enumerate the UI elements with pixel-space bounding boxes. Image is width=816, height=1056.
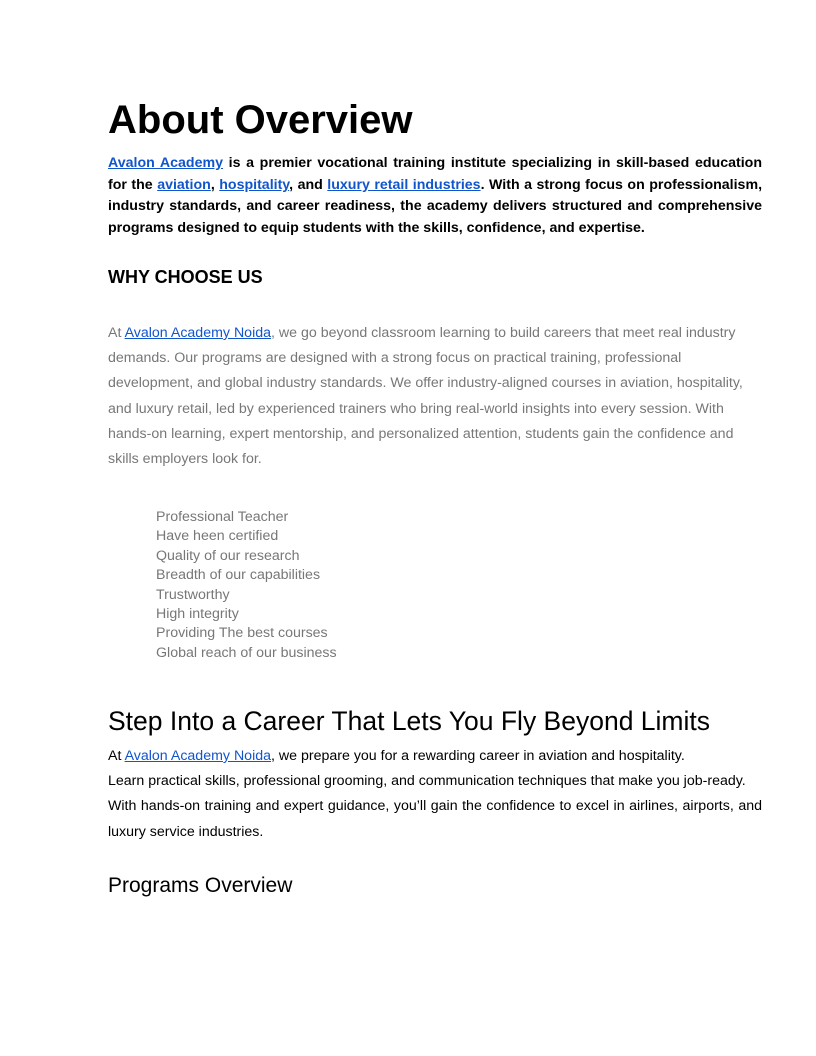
why-choose-us-heading: WHY CHOOSE US — [108, 267, 263, 287]
career-paragraph — [108, 744, 762, 845]
page-title: About Overview — [108, 98, 413, 142]
features-list — [156, 508, 337, 663]
why-prefix: At — [108, 325, 125, 341]
career-line-1-rest: , we prepare you for a rewarding career in aviation and hospitality. — [271, 748, 685, 764]
list-item: Providing The best courses — [156, 625, 328, 642]
avalon-academy-noida-link[interactable]: Avalon Academy Noida — [124, 325, 272, 341]
career-line-2: Learn practical skills, professional grooming, and communication techniques that make you job-ready. — [108, 773, 746, 790]
avalon-academy-link[interactable]: Avalon Academy — [108, 155, 223, 171]
career-avalon-academy-noida-link[interactable]: Avalon Academy Noida — [124, 748, 272, 764]
why-text: , we go beyond classroom learning to build careers that meet real industry demands. Our programs are designed with a strong focus on practical training, professional development, and global industry standards. We offer industry-aligned courses in aviation, hospitality, and luxury retail, led by experienced trainers who bring real-world insights into every session. With hands-on learning, expert mentorship, and personalized attention, students gain the confidence and skills employers look for. — [108, 325, 743, 468]
aviation-link[interactable]: aviation — [157, 176, 211, 193]
intro-sep-1: , — [210, 176, 220, 193]
intro-paragraph — [108, 153, 762, 240]
intro-sep-2: , and — [289, 176, 328, 193]
list-item: High integrity — [156, 606, 239, 623]
luxury-retail-link[interactable]: luxury retail industries — [327, 176, 481, 193]
list-item: Global reach of our business — [156, 644, 337, 661]
intro-text-2: . With a strong focus on professionalism, industry standards, and career readiness, the academy delivers structured and comprehensive programs designed to equip students with the skills, confidence, and expertise. — [108, 176, 763, 237]
career-line-3: With hands-on training and expert guidance, you’ll gain the confidence to excel in airlines, airports, and luxury service industries. — [108, 798, 762, 840]
career-heading: Step Into a Career That Lets You Fly Beyond Limits — [108, 706, 710, 736]
hospitality-link[interactable]: hospitality — [219, 176, 290, 193]
programs-overview-heading: Programs Overview — [108, 874, 293, 897]
intro-text-1: is a premier vocational training institute specializing in skill-based education for the — [108, 155, 762, 193]
list-item: Quality of our research — [156, 547, 300, 564]
career-line-1 — [108, 744, 762, 769]
why-choose-us-paragraph — [108, 321, 762, 472]
career-prefix: At — [108, 748, 125, 764]
list-item: Trustworthy — [156, 586, 230, 603]
list-item: Breadth of our capabilities — [156, 567, 321, 584]
list-item: Professional Teacher — [156, 509, 289, 525]
list-item: Have heen certified — [156, 528, 279, 545]
